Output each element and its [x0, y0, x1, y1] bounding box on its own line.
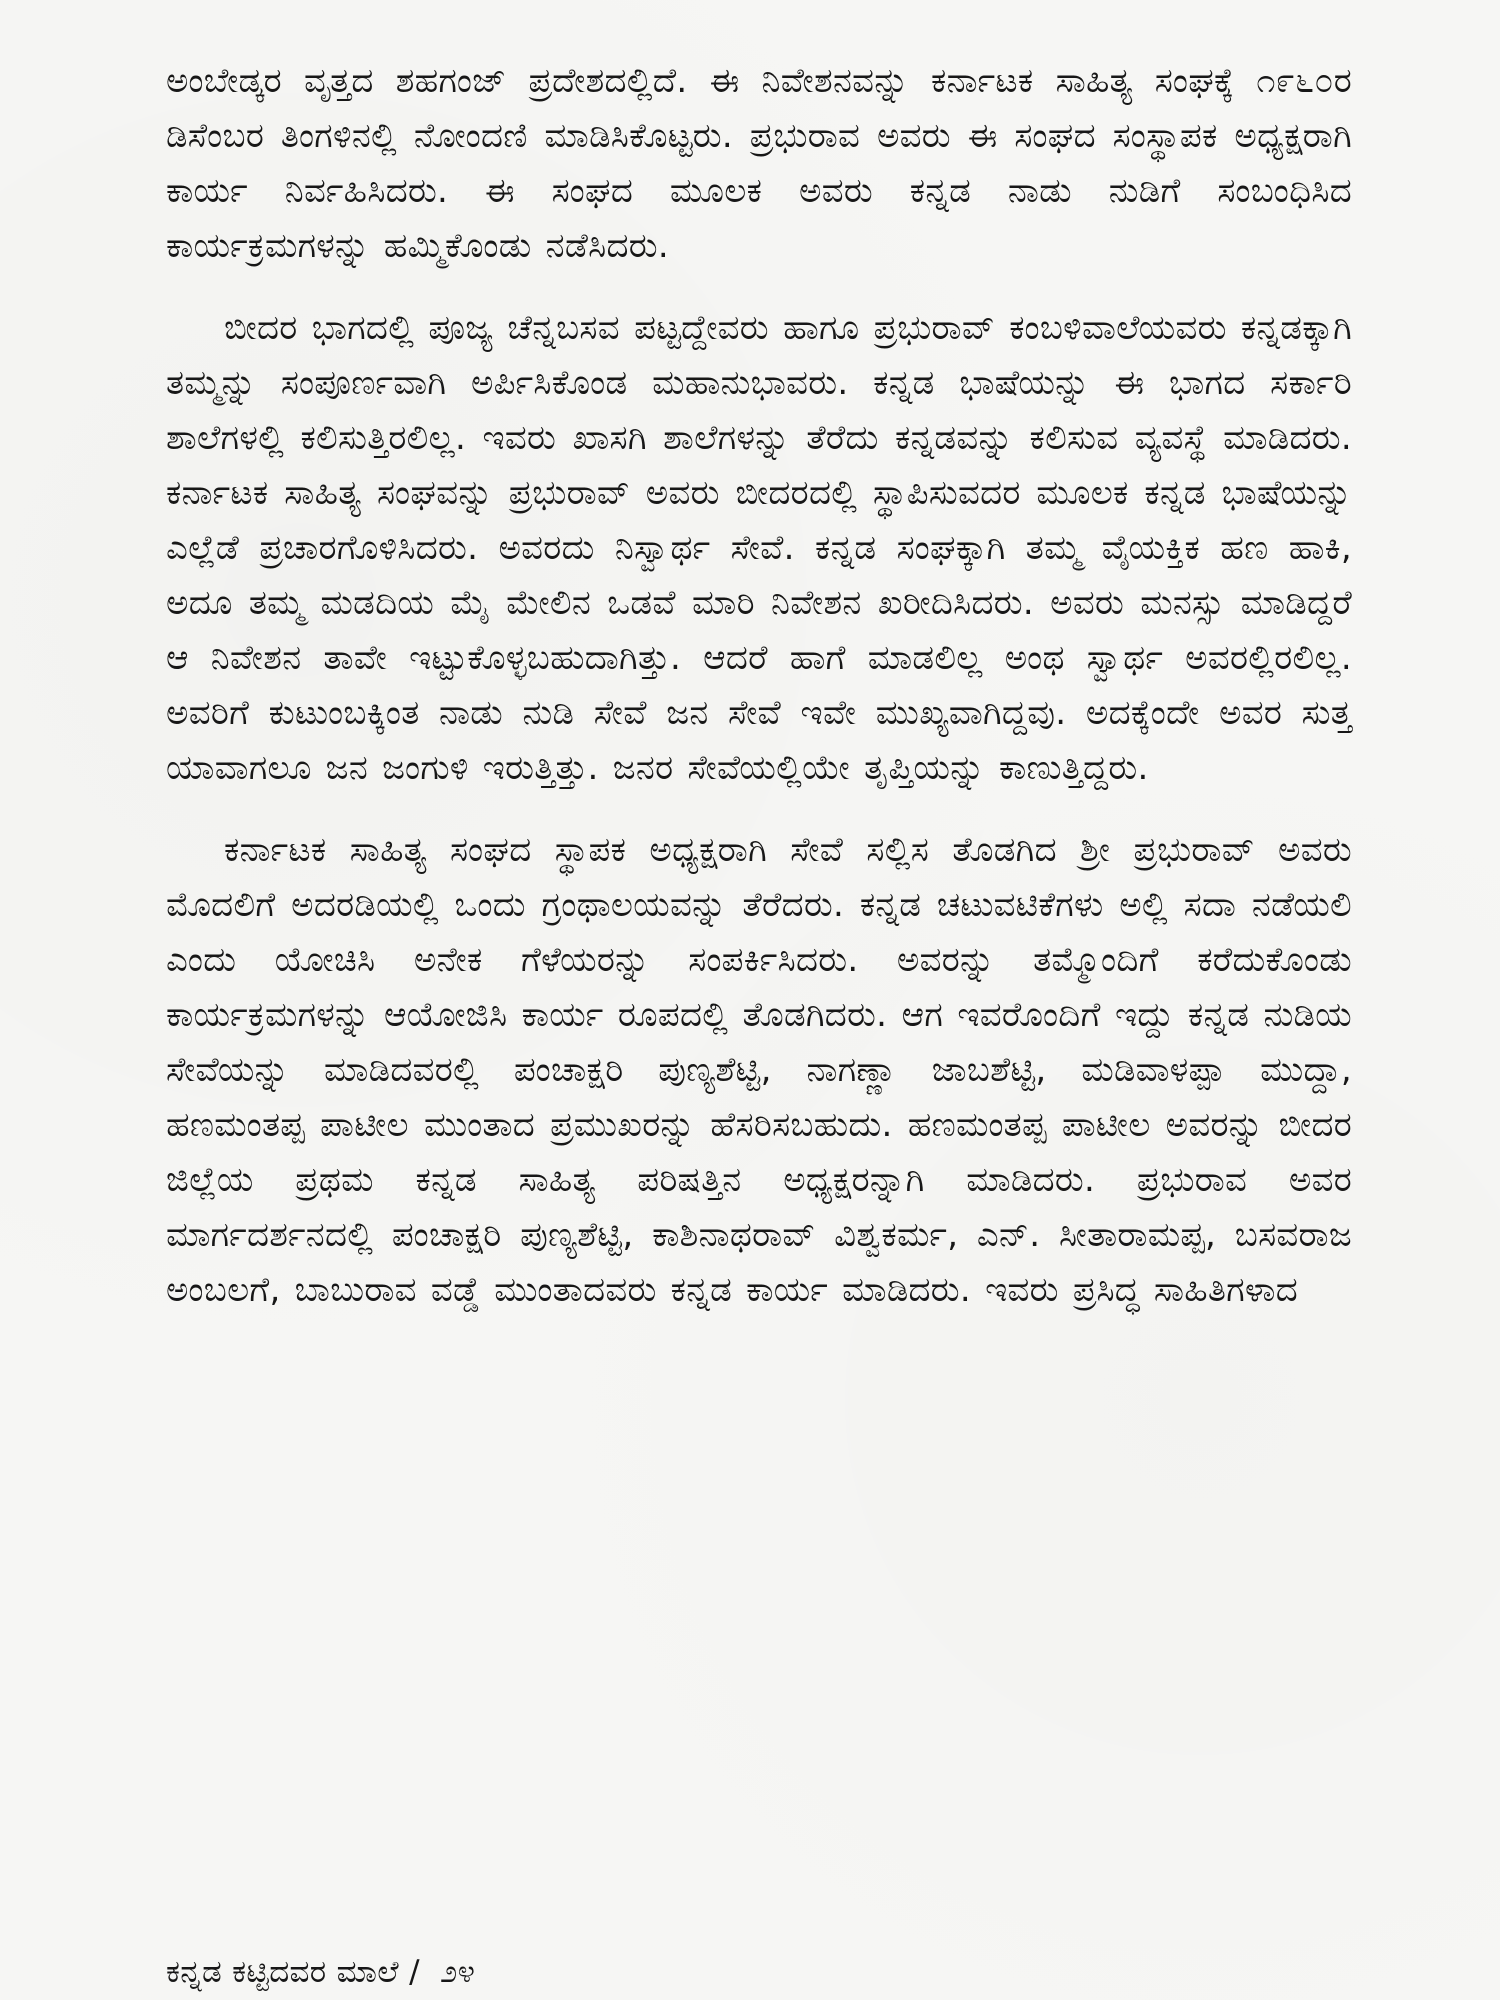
paragraph-library-and-associates: ಕರ್ನಾಟಕ ಸಾಹಿತ್ಯ ಸಂಘದ ಸ್ಥಾಪಕ ಅಧ್ಯಕ್ಷರಾಗಿ ಸೇವೆ ಸಲ್ಲಿಸ ತೊಡಗಿದ ಶ್ರೀ ಪ್ರಭುರಾವ್ ಅವರು ಮೊದಲಿಗೆ ಅದರಡಿಯಲ್ಲಿ ಒಂದು ಗ್ರಂಥಾಲಯವನ್ನು ತೆರೆದರು. ಕನ್ನಡ ಚಟುವಟಿಕೆಗಳು ಅಲ್ಲಿ ಸದಾ ನಡೆಯಲಿ ಎಂದು ಯೋಚಿಸಿ ಅನೇಕ ಗೆಳೆಯರನ್ನು ಸಂಪರ್ಕಿಸಿದರು. ಅವರನ್ನು ತಮ್ಮೊಂದಿಗೆ ಕರೆದುಕೊಂಡು ಕಾರ್ಯಕ್ರಮಗಳನ್ನು ಆಯೋಜಿಸಿ ಕಾರ್ಯ ರೂಪದಲ್ಲಿ ತೊಡಗಿದರು. ಆಗ ಇವರೊಂದಿಗೆ ಇದ್ದು ಕನ್ನಡ ನುಡಿಯ ಸೇವೆಯನ್ನು ಮಾಡಿದವರಲ್ಲಿ ಪಂಚಾಕ್ಷರಿ ಪುಣ್ಯಶೆಟ್ಟಿ, ನಾಗಣ್ಣಾ ಜಾಬಶೆಟ್ಟಿ, ಮಡಿವಾಳಪ್ಪಾ ಮುದ್ದಾ, ಹಣಮಂತಪ್ಪ ಪಾಟೀಲ ಮುಂತಾದ ಪ್ರಮುಖರನ್ನು ಹೆಸರಿಸಬಹುದು. ಹಣಮಂತಪ್ಪ ಪಾಟೀಲ ಅವರನ್ನು ಬೀದರ ಜಿಲ್ಲೆಯ ಪ್ರಥಮ ಕನ್ನಡ ಸಾಹಿತ್ಯ ಪರಿಷತ್ತಿನ ಅಧ್ಯಕ್ಷರನ್ನಾಗಿ ಮಾಡಿದರು. ಪ್ರಭುರಾವ ಅವರ ಮಾರ್ಗದರ್ಶನದಲ್ಲಿ ಪಂಚಾಕ್ಷರಿ ಪುಣ್ಯಶೆಟ್ಟಿ, ಕಾಶಿನಾಥರಾವ್ ವಿಶ್ವಕರ್ಮ, ಎನ್. ಸೀತಾರಾಮಪ್ಪ, ಬಸವರಾಜ ಅಂಬಲಗೆ, ಬಾಬುರಾವ ವಡ್ಡೆ ಮುಂತಾದವರು ಕನ್ನಡ ಕಾರ್ಯ ಮಾಡಿದರು. ಇವರು ಪ್ರಸಿದ್ಧ ಸಾಹಿತಿಗಳಾದ — [166, 830, 1352, 1310]
paragraph-continued: ಅಂಬೇಡ್ಕರ ವೃತ್ತದ ಶಹಗಂಜ್ ಪ್ರದೇಶದಲ್ಲಿದೆ. ಈ ನಿವೇಶನವನ್ನು ಕರ್ನಾಟಕ ಸಾಹಿತ್ಯ ಸಂಘಕ್ಕೆ ೧೯೬೦ರ ಡಿಸೆಂಬರ ತಿಂಗಳಿನಲ್ಲಿ ನೋಂದಣಿ ಮಾಡಿಸಿಕೊಟ್ಟರು. ಪ್ರಭುರಾವ ಅವರು ಈ ಸಂಘದ ಸಂಸ್ಥಾಪಕ ಅಧ್ಯಕ್ಷರಾಗಿ ಕಾರ್ಯ ನಿರ್ವಹಿಸಿದರು. ಈ ಸಂಘದ ಮೂಲಕ ಅವರು ಕನ್ನಡ ನಾಡು ನುಡಿಗೆ ಸಂಬಂಧಿಸಿದ ಕಾರ್ಯಕ್ರಮಗಳನ್ನು ಹಮ್ಮಿಕೊಂಡು ನಡೆಸಿದರು. — [166, 61, 1352, 266]
page-number: ೨೪ — [439, 1954, 476, 1990]
page-footer — [166, 1954, 475, 1990]
running-title: ಕನ್ನಡ ಕಟ್ಟಿದವರ ಮಾಲೆ / — [166, 1954, 420, 1990]
paragraph-bidar-service: ಬೀದರ ಭಾಗದಲ್ಲಿ ಪೂಜ್ಯ ಚೆನ್ನಬಸವ ಪಟ್ಟದ್ದೇವರು ಹಾಗೂ ಪ್ರಭುರಾವ್ ಕಂಬಳಿವಾಲೆಯವರು ಕನ್ನಡಕ್ಕಾಗಿ ತಮ್ಮನ್ನು ಸಂಪೂರ್ಣವಾಗಿ ಅರ್ಪಿಸಿಕೊಂಡ ಮಹಾನುಭಾವರು. ಕನ್ನಡ ಭಾಷೆಯನ್ನು ಈ ಭಾಗದ ಸರ್ಕಾರಿ ಶಾಲೆಗಳಲ್ಲಿ ಕಲಿಸುತ್ತಿರಲಿಲ್ಲ. ಇವರು ಖಾಸಗಿ ಶಾಲೆಗಳನ್ನು ತೆರೆದು ಕನ್ನಡವನ್ನು ಕಲಿಸುವ ವ್ಯವಸ್ಥೆ ಮಾಡಿದರು. ಕರ್ನಾಟಕ ಸಾಹಿತ್ಯ ಸಂಘವನ್ನು ಪ್ರಭುರಾವ್ ಅವರು ಬೀದರದಲ್ಲಿ ಸ್ಥಾಪಿಸುವದರ ಮೂಲಕ ಕನ್ನಡ ಭಾಷೆಯನ್ನು ಎಲ್ಲೆಡೆ ಪ್ರಚಾರಗೊಳಿಸಿದರು. ಅವರದು ನಿಸ್ವಾರ್ಥ ಸೇವೆ. ಕನ್ನಡ ಸಂಘಕ್ಕಾಗಿ ತಮ್ಮ ವೈಯಕ್ತಿಕ ಹಣ ಹಾಕಿ, ಅದೂ ತಮ್ಮ ಮಡದಿಯ ಮೈ ಮೇಲಿನ ಒಡವೆ ಮಾರಿ ನಿವೇಶನ ಖರೀದಿಸಿದರು. ಅವರು ಮನಸ್ಸು ಮಾಡಿದ್ದರೆ ಆ ನಿವೇಶನ ತಾವೇ ಇಟ್ಟುಕೊಳ್ಳಬಹುದಾಗಿತ್ತು. ಆದರೆ ಹಾಗೆ ಮಾಡಲಿಲ್ಲ ಅಂಥ ಸ್ವಾರ್ಥ ಅವರಲ್ಲಿರಲಿಲ್ಲ. ಅವರಿಗೆ ಕುಟುಂಬಕ್ಕಿಂತ ನಾಡು ನುಡಿ ಸೇವೆ ಜನ ಸೇವೆ ಇವೇ ಮುಖ್ಯವಾಗಿದ್ದವು. ಅದಕ್ಕೆಂದೇ ಅವರ ಸುತ್ತ ಯಾವಾಗಲೂ ಜನ ಜಂಗುಳಿ ಇರುತ್ತಿತ್ತು. ಜನರ ಸೇವೆಯಲ್ಲಿಯೇ ತೃಪ್ತಿಯನ್ನು ಕಾಣುತ್ತಿದ್ದರು. — [166, 308, 1352, 788]
body-text — [166, 54, 1352, 1318]
